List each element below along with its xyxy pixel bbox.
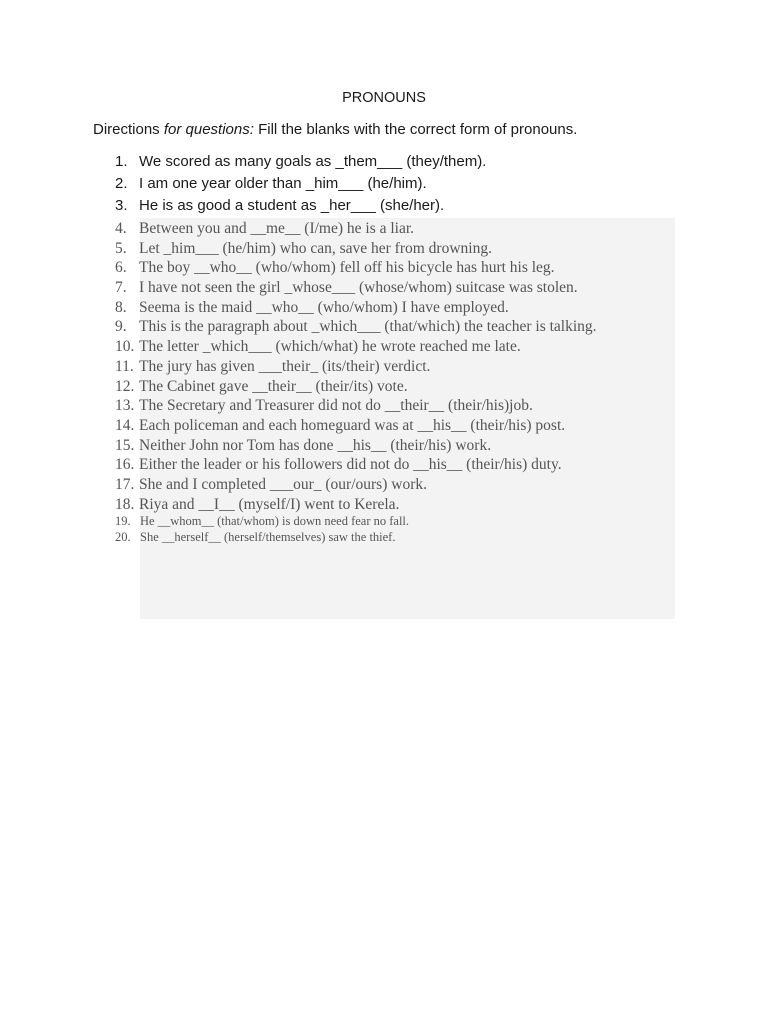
question-text: He is as good a student as _her___ (she/her). xyxy=(139,197,445,214)
question-text: Between you and __me__ (I/me) he is a liar. xyxy=(139,220,415,237)
question-item xyxy=(115,455,597,475)
question-number: 10. xyxy=(115,338,135,356)
question-item xyxy=(115,436,597,456)
question-text: The Secretary and Treasurer did not do __their__ (their/his)job. xyxy=(139,397,533,415)
question-number: 17. xyxy=(115,475,135,493)
question-item xyxy=(115,298,597,318)
question-text: She and I completed ___our_ (our/ours) work. xyxy=(139,475,427,493)
question-item xyxy=(115,239,597,259)
question-number: 8. xyxy=(115,298,127,316)
question-item xyxy=(115,173,486,195)
question-item xyxy=(115,317,597,337)
question-number: 1. xyxy=(115,153,128,170)
question-text: The Cabinet gave __their__ (their/its) vote. xyxy=(139,377,408,395)
question-text: The boy __who__ (who/whom) fell off his bicycle has hurt his leg. xyxy=(139,259,555,277)
question-text: Each policeman and each homeguard was at __his__ (their/his) post. xyxy=(139,416,566,434)
question-text: This is the paragraph about _which___ (that/which) the teacher is talking. xyxy=(139,318,597,336)
question-number: 4. xyxy=(115,220,127,237)
question-number: 18. xyxy=(115,495,135,513)
question-text: He __whom__ (that/whom) is down need fear no fall. xyxy=(140,514,410,528)
question-number: 19. xyxy=(115,514,131,528)
question-number: 12. xyxy=(115,377,135,395)
question-list-part2 xyxy=(115,219,597,514)
question-item xyxy=(115,513,409,529)
question-number: 13. xyxy=(115,397,135,415)
question-text: I have not seen the girl _whose___ (whose/whom) suitcase was stolen. xyxy=(139,279,578,297)
question-item xyxy=(115,278,597,298)
page-title: PRONOUNS xyxy=(342,90,426,106)
question-item xyxy=(115,396,597,416)
question-text: Seema is the maid __who__ (who/whom) I have employed. xyxy=(139,298,509,316)
question-number: 5. xyxy=(115,239,127,257)
question-item xyxy=(115,151,486,173)
question-number: 15. xyxy=(115,436,135,454)
question-number: 9. xyxy=(115,318,127,336)
directions-italic: for questions: xyxy=(163,121,254,138)
question-item xyxy=(115,495,597,515)
question-text: The letter _which___ (which/what) he wrote reached me late. xyxy=(139,338,521,356)
question-item xyxy=(115,219,597,239)
question-item xyxy=(115,357,597,377)
question-number: 14. xyxy=(115,416,135,434)
question-text: Neither John nor Tom has done __his__ (their/his) work. xyxy=(139,436,492,454)
directions-text xyxy=(93,121,577,138)
directions-prefix: Directions xyxy=(93,121,164,138)
question-item xyxy=(115,195,486,217)
question-item xyxy=(115,529,409,545)
question-item xyxy=(115,416,597,436)
question-text: We scored as many goals as _them___ (they/them). xyxy=(139,153,487,170)
question-number: 6. xyxy=(115,259,127,277)
directions-suffix: Fill the blanks with the correct form of pronouns. xyxy=(253,121,578,138)
question-text: Riya and __I__ (myself/I) went to Kerela. xyxy=(139,495,400,513)
question-number: 3. xyxy=(115,197,128,214)
question-text: Either the leader or his followers did not do __his__ (their/his) duty. xyxy=(139,456,562,474)
question-number: 11. xyxy=(115,357,134,375)
question-list-part3 xyxy=(115,513,409,545)
question-item xyxy=(115,377,597,397)
question-number: 2. xyxy=(115,175,128,192)
question-item xyxy=(115,475,597,495)
question-list-part1 xyxy=(115,151,486,217)
question-number: 16. xyxy=(115,456,135,474)
question-item xyxy=(115,258,597,278)
question-text: She __herself__ (herself/themselves) saw the thief. xyxy=(140,530,396,544)
question-text: Let _him___ (he/him) who can, save her from drowning. xyxy=(139,239,492,257)
question-number: 20. xyxy=(115,530,131,544)
question-text: I am one year older than _him___ (he/him). xyxy=(139,175,427,192)
question-number: 7. xyxy=(115,279,127,297)
question-item xyxy=(115,337,597,357)
question-text: The jury has given ___their_ (its/their) verdict. xyxy=(139,357,431,375)
